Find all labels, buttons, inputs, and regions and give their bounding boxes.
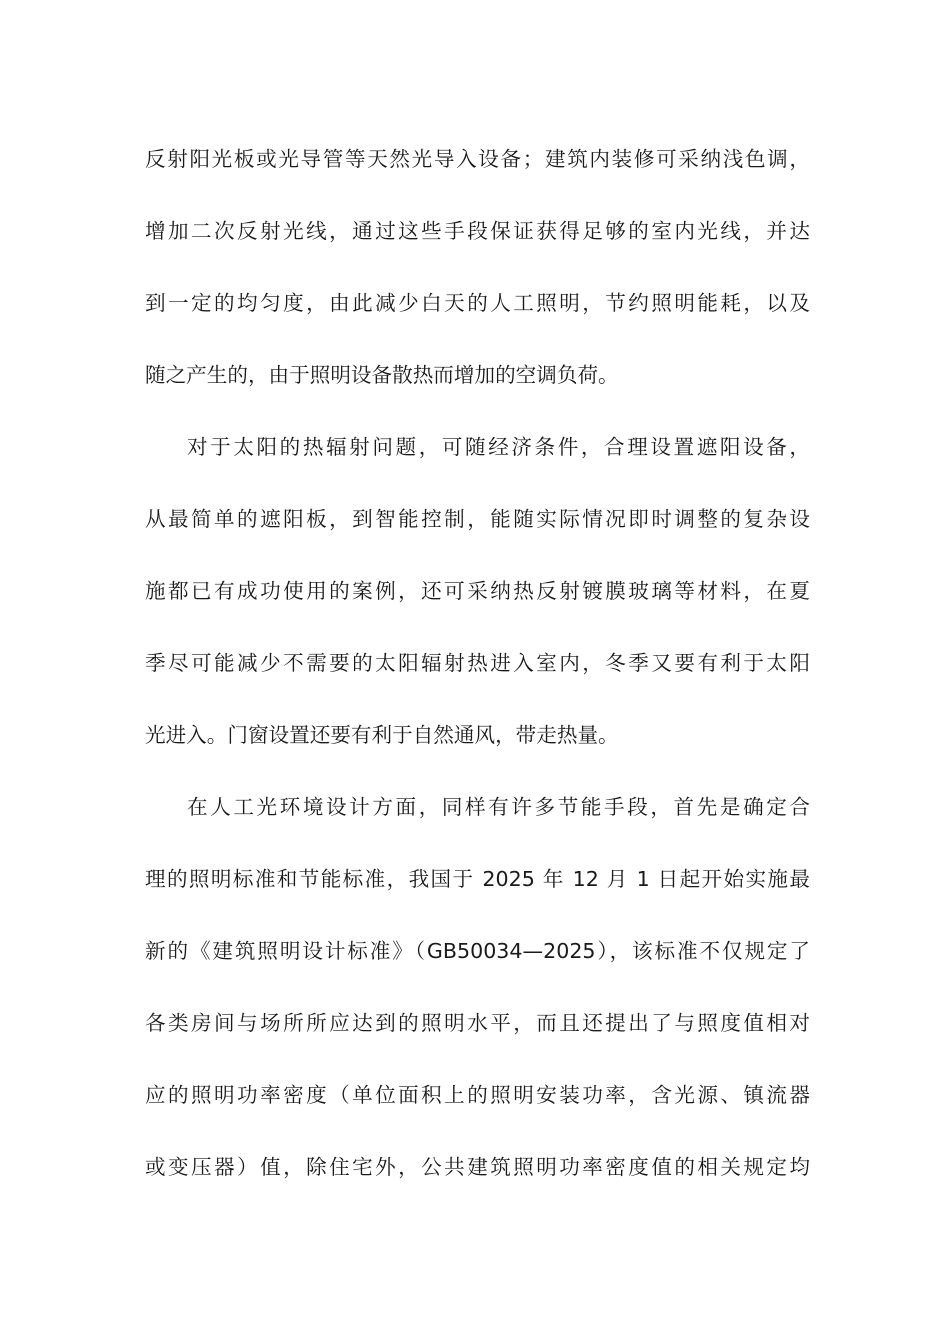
body-text	[145, 133, 810, 1213]
paragraph-3-line-3: 新的《建筑照明设计标准》（GB50034—2025），该标准不仅规定了	[145, 939, 810, 963]
paragraph-2-line-1: 对于太阳的热辐射问题，可随经济条件，合理设置遮阳设备，	[187, 435, 810, 459]
paragraph-2-line-4: 季尽可能减少不需要的太阳辐射热进入室内，冬季又要有利于太阳	[145, 651, 810, 675]
paragraph-1-line-1: 反射阳光板或光导管等天然光导入设备；建筑内装修可采纳浅色调，	[145, 147, 810, 171]
paragraph-2-line-2: 从最简单的遮阳板，到智能控制，能随实际情况即时调整的复杂设	[145, 507, 810, 531]
paragraph-3-line-5: 应的照明功率密度（单位面积上的照明安装功率，含光源、镇流器	[145, 1083, 810, 1107]
paragraph-2-line-5: 光进入。门窗设置还要有利于自然通风，带走热量。	[145, 723, 619, 747]
paragraph-1-line-3: 到一定的均匀度，由此减少白天的人工照明，节约照明能耗，以及	[145, 291, 810, 315]
paragraph-3-line-6: 或变压器）值，除住宅外，公共建筑照明功率密度值的相关规定均	[145, 1155, 810, 1179]
paragraph-3-line-2: 理的照明标准和节能标准，我国于 2025 年 12 月 1 日起开始实施最	[145, 867, 810, 891]
paragraph-3-line-4: 各类房间与场所所应达到的照明水平，而且还提出了与照度值相对	[145, 1011, 810, 1035]
paragraph-1-line-2: 增加二次反射光线，通过这些手段保证获得足够的室内光线，并达	[145, 219, 810, 243]
paragraph-1-line-4: 随之产生的，由于照明设备散热而增加的空调负荷。	[145, 363, 619, 387]
paragraph-2-line-3: 施都已有成功使用的案例，还可采纳热反射镀膜玻璃等材料，在夏	[145, 579, 810, 603]
paragraph-3-line-1: 在人工光环境设计方面，同样有许多节能手段，首先是确定合	[187, 795, 810, 819]
